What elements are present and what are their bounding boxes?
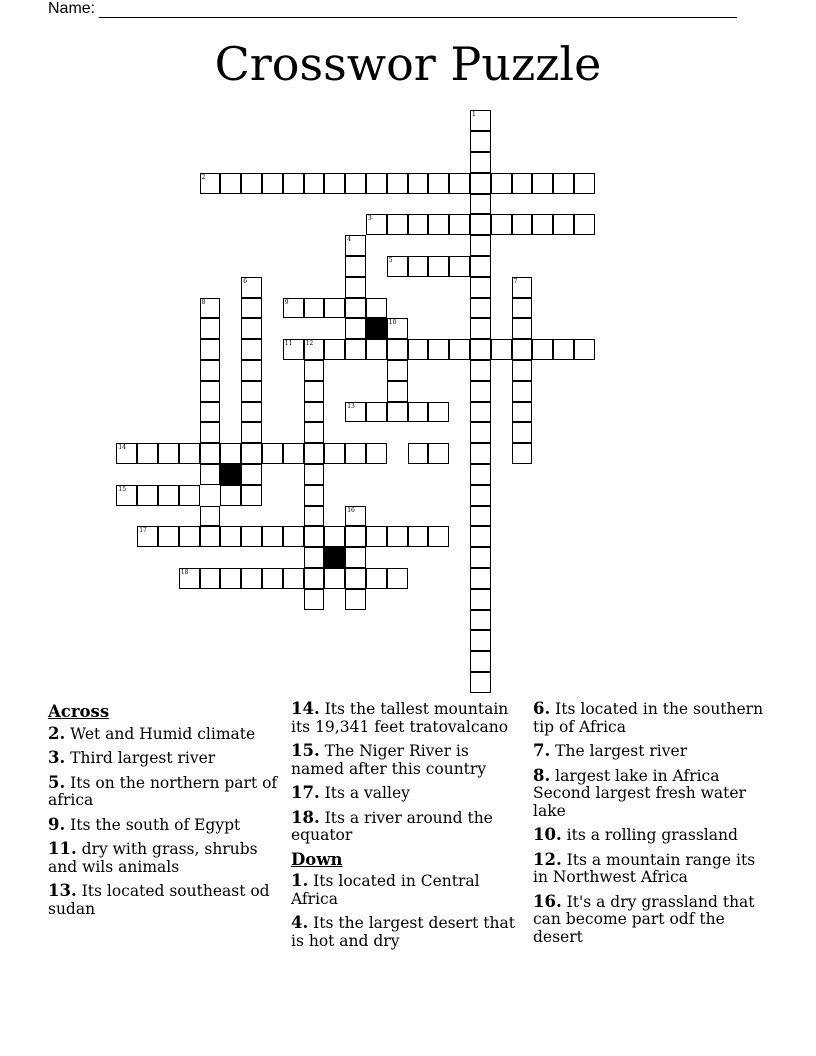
crossword-cell[interactable] bbox=[470, 194, 491, 215]
clue-item bbox=[48, 749, 283, 768]
crossword-cell[interactable] bbox=[345, 443, 366, 464]
clue-num: 4. bbox=[291, 913, 309, 932]
clue-number: 15 bbox=[118, 485, 127, 493]
crossword-cell[interactable] bbox=[262, 526, 283, 547]
clue-item bbox=[533, 742, 773, 761]
crossword-cell[interactable] bbox=[345, 256, 366, 277]
crossword-cell[interactable] bbox=[470, 152, 491, 173]
crossword-cell[interactable] bbox=[304, 547, 325, 568]
clue-num: 3. bbox=[48, 748, 66, 767]
crossword-cell[interactable] bbox=[116, 443, 137, 464]
clue-text: Its located in the southern tip of Africa bbox=[533, 700, 764, 736]
crossword-cell[interactable] bbox=[408, 256, 429, 277]
crossword-cell[interactable] bbox=[241, 402, 262, 423]
crossword-cell[interactable] bbox=[512, 381, 533, 402]
crossword-cell[interactable] bbox=[200, 506, 221, 527]
clue-number: 1 bbox=[472, 111, 476, 119]
crossword-cell[interactable] bbox=[241, 568, 262, 589]
crossword-cell[interactable] bbox=[366, 173, 387, 194]
clue-number: 11 bbox=[284, 340, 293, 348]
crossword-cell[interactable] bbox=[512, 422, 533, 443]
clue-text: Its a river around the equator bbox=[291, 808, 493, 844]
clues-column-1 bbox=[48, 700, 283, 924]
clue-text: Its on the northern part of africa bbox=[48, 773, 278, 809]
crossword-cell[interactable] bbox=[179, 568, 200, 589]
crossword-cell[interactable] bbox=[304, 360, 325, 381]
clue-text: Its the south of Egypt bbox=[65, 815, 241, 834]
page-title: Crosswor Puzzle bbox=[214, 37, 602, 91]
clue-num: 5. bbox=[48, 772, 66, 792]
crossword-cell[interactable] bbox=[304, 589, 325, 610]
clue-text: Its the largest desert that is hot and dry bbox=[291, 914, 515, 950]
clue-number: 12 bbox=[305, 340, 314, 348]
clue-item bbox=[48, 774, 283, 810]
crossword-cell[interactable] bbox=[574, 173, 595, 194]
crossword-cell[interactable] bbox=[470, 589, 491, 610]
clue-number: 6 bbox=[243, 277, 248, 285]
down-heading: Down bbox=[291, 849, 343, 869]
clue-num: 13. bbox=[48, 881, 77, 900]
crossword-cell[interactable] bbox=[470, 318, 491, 339]
crossword-cell[interactable] bbox=[387, 402, 408, 423]
clue-item bbox=[291, 809, 523, 845]
crossword-cell[interactable] bbox=[366, 526, 387, 547]
crossword-cell[interactable] bbox=[179, 443, 200, 464]
crossword-cell[interactable] bbox=[470, 131, 491, 152]
crossword-cell[interactable] bbox=[200, 568, 221, 589]
crossword-cell[interactable] bbox=[200, 443, 221, 464]
clue-number: 14 bbox=[118, 444, 127, 452]
crossword-cell[interactable] bbox=[324, 173, 345, 194]
clue-number: 17 bbox=[139, 527, 147, 535]
clue-text: Its the tallest mountain its 19,341 feet tratovalcano bbox=[291, 700, 509, 736]
crossword-cell[interactable] bbox=[387, 526, 408, 547]
crossword-cell[interactable] bbox=[324, 568, 345, 589]
crossword-cell[interactable] bbox=[304, 339, 325, 360]
crossword-cell[interactable] bbox=[532, 339, 553, 360]
crossword-cell[interactable] bbox=[366, 339, 387, 360]
crossword-cell[interactable] bbox=[470, 443, 491, 464]
crossword-cell[interactable] bbox=[512, 298, 533, 319]
crossword-cell[interactable] bbox=[241, 443, 262, 464]
crossword-cell[interactable] bbox=[428, 256, 449, 277]
crossword-cell[interactable] bbox=[470, 526, 491, 547]
crossword-cell[interactable] bbox=[532, 173, 553, 194]
crossword-cell[interactable] bbox=[241, 339, 262, 360]
crossword-cell[interactable] bbox=[241, 422, 262, 443]
crossword-cell[interactable] bbox=[470, 360, 491, 381]
clue-number: 18 bbox=[180, 569, 189, 576]
crossword-cell[interactable] bbox=[470, 339, 491, 360]
clue-num: 10. bbox=[533, 825, 562, 844]
crossword-cell[interactable] bbox=[428, 402, 449, 423]
clue-number: 13 bbox=[347, 402, 355, 410]
clue-item bbox=[533, 893, 773, 947]
crossword-cell[interactable] bbox=[241, 298, 262, 319]
crossword-cell[interactable] bbox=[428, 443, 449, 464]
crossword-cell[interactable] bbox=[324, 298, 345, 319]
crossword-cell[interactable] bbox=[283, 526, 304, 547]
across-heading: Across bbox=[48, 702, 110, 721]
crossword-cell[interactable] bbox=[366, 298, 387, 319]
clue-number: 7 bbox=[513, 277, 518, 285]
crossword-cell[interactable] bbox=[470, 256, 491, 277]
crossword-cell[interactable] bbox=[345, 339, 366, 360]
crossword-cell[interactable] bbox=[408, 402, 429, 423]
crossword-cell[interactable] bbox=[449, 214, 470, 235]
crossword-cell[interactable] bbox=[220, 568, 241, 589]
clue-item bbox=[533, 700, 773, 736]
clue-number: 4 bbox=[347, 236, 352, 244]
crossword-cell[interactable] bbox=[532, 214, 553, 235]
crossword-cell[interactable] bbox=[200, 464, 221, 485]
crossword-cell[interactable] bbox=[470, 547, 491, 568]
crossword-cell[interactable] bbox=[158, 485, 179, 506]
crossword-cell[interactable] bbox=[428, 339, 449, 360]
clue-item bbox=[291, 872, 523, 908]
clue-text: Wet and Humid climate bbox=[65, 724, 256, 743]
crossword-cell[interactable] bbox=[283, 568, 304, 589]
crossword-cell[interactable] bbox=[241, 318, 262, 339]
crossword-cell[interactable] bbox=[304, 443, 325, 464]
clue-text: Its located in Central Africa bbox=[291, 872, 480, 908]
crossword-cell[interactable] bbox=[324, 443, 345, 464]
crossword-cell[interactable] bbox=[553, 214, 574, 235]
crossword-cell[interactable] bbox=[387, 214, 408, 235]
clue-number: 3 bbox=[368, 215, 372, 223]
crossword-cell[interactable] bbox=[470, 214, 491, 235]
clue-item bbox=[291, 914, 523, 950]
crossword-cell[interactable] bbox=[470, 298, 491, 319]
crossword-cell[interactable] bbox=[137, 526, 158, 547]
clue-num: 6. bbox=[533, 699, 551, 718]
clue-number: 10 bbox=[388, 319, 397, 327]
crossword-cell[interactable] bbox=[345, 402, 366, 423]
clue-text: Its a mountain range its in Northwest Africa bbox=[533, 850, 756, 886]
crossword-cell[interactable] bbox=[220, 526, 241, 547]
crossword-cell[interactable] bbox=[304, 506, 325, 527]
crossword-cell[interactable] bbox=[428, 526, 449, 547]
crossword-cell[interactable] bbox=[324, 339, 345, 360]
crossword-cell[interactable] bbox=[283, 173, 304, 194]
crossword-cell[interactable] bbox=[241, 277, 262, 298]
crossword-cell[interactable] bbox=[345, 173, 366, 194]
clue-item bbox=[291, 700, 523, 736]
clue-number: 8 bbox=[201, 298, 206, 306]
crossword-cell[interactable] bbox=[345, 235, 366, 256]
crossword-cell[interactable] bbox=[200, 360, 221, 381]
clue-item bbox=[533, 767, 773, 821]
crossword-cell[interactable] bbox=[408, 214, 429, 235]
clue-text: The Niger River is named after this country bbox=[291, 742, 487, 778]
crossword-cell[interactable] bbox=[470, 485, 491, 506]
crossword-cell[interactable] bbox=[345, 568, 366, 589]
crossword-cell[interactable] bbox=[345, 277, 366, 298]
clue-item bbox=[48, 840, 283, 876]
crossword-cell[interactable] bbox=[408, 526, 429, 547]
crossword-cell[interactable] bbox=[116, 485, 137, 506]
crossword-cell[interactable] bbox=[387, 381, 408, 402]
crossword-cell[interactable] bbox=[387, 568, 408, 589]
crossword-cell[interactable] bbox=[220, 485, 241, 506]
crossword-cell[interactable] bbox=[241, 360, 262, 381]
crossword-cell[interactable] bbox=[345, 547, 366, 568]
crossword-cell[interactable] bbox=[387, 339, 408, 360]
crossword-cell[interactable] bbox=[553, 339, 574, 360]
crossword-cell[interactable] bbox=[512, 402, 533, 423]
clue-num: 1. bbox=[291, 871, 309, 890]
crossword-cell[interactable] bbox=[512, 318, 533, 339]
clue-text: Its a valley bbox=[319, 784, 410, 802]
crossword-cell[interactable] bbox=[428, 173, 449, 194]
crossword-cell[interactable] bbox=[200, 402, 221, 423]
crossword-block-cell bbox=[366, 318, 387, 339]
clues-column-2 bbox=[291, 700, 523, 956]
crossword-cell[interactable] bbox=[470, 402, 491, 423]
crossword-cell[interactable] bbox=[449, 339, 470, 360]
clue-number: 2 bbox=[201, 173, 206, 181]
crossword-cell[interactable] bbox=[283, 298, 304, 319]
crossword-cell[interactable] bbox=[220, 443, 241, 464]
crossword-cell[interactable] bbox=[304, 381, 325, 402]
name-label: Name: bbox=[48, 0, 96, 17]
crossword-cell[interactable] bbox=[491, 214, 512, 235]
crossword-cell[interactable] bbox=[283, 339, 304, 360]
clue-text: It's a dry grassland that can become part odf the desert bbox=[533, 892, 755, 946]
crossword-cell[interactable] bbox=[470, 630, 491, 651]
crossword-cell[interactable] bbox=[366, 568, 387, 589]
crossword-cell[interactable] bbox=[387, 318, 408, 339]
crossword-cell[interactable] bbox=[512, 443, 533, 464]
crossword-cell[interactable] bbox=[158, 526, 179, 547]
crossword-cell[interactable] bbox=[387, 173, 408, 194]
clue-num: 7. bbox=[533, 741, 551, 760]
crossword-cell[interactable] bbox=[449, 173, 470, 194]
clue-item bbox=[48, 882, 283, 918]
crossword-cell[interactable] bbox=[408, 443, 429, 464]
crossword-cell[interactable] bbox=[262, 443, 283, 464]
clue-item bbox=[291, 784, 523, 803]
clue-num: 17. bbox=[291, 783, 320, 802]
crossword-cell[interactable] bbox=[470, 235, 491, 256]
crossword-cell[interactable] bbox=[241, 485, 262, 506]
clue-num: 2. bbox=[48, 723, 66, 743]
clue-num: 12. bbox=[533, 849, 562, 869]
crossword-cell[interactable] bbox=[574, 214, 595, 235]
crossword-cell[interactable] bbox=[470, 381, 491, 402]
crossword-cell[interactable] bbox=[304, 422, 325, 443]
crossword-cell[interactable] bbox=[387, 360, 408, 381]
crossword-cell[interactable] bbox=[512, 173, 533, 194]
clue-num: 15. bbox=[291, 741, 320, 760]
crossword-cell[interactable] bbox=[304, 173, 325, 194]
crossword-cell[interactable] bbox=[200, 298, 221, 319]
crossword-cell[interactable] bbox=[304, 402, 325, 423]
crossword-cell[interactable] bbox=[366, 402, 387, 423]
clue-num: 8. bbox=[533, 765, 551, 785]
crossword-cell[interactable] bbox=[200, 173, 221, 194]
crossword-cell[interactable] bbox=[200, 381, 221, 402]
clue-text: its a rolling grassland bbox=[561, 826, 738, 844]
crossword-cell[interactable] bbox=[200, 339, 221, 360]
clue-item bbox=[533, 851, 773, 887]
crossword-cell[interactable] bbox=[304, 464, 325, 485]
crossword-cell[interactable] bbox=[470, 610, 491, 631]
crossword-cell[interactable] bbox=[200, 318, 221, 339]
crossword-cell[interactable] bbox=[241, 381, 262, 402]
crossword-cell[interactable] bbox=[387, 256, 408, 277]
crossword-cell[interactable] bbox=[262, 568, 283, 589]
crossword-cell[interactable] bbox=[137, 485, 158, 506]
crossword-cell[interactable] bbox=[449, 256, 470, 277]
crossword-cell[interactable] bbox=[179, 526, 200, 547]
clue-text: dry with grass, shrubs and wils animals bbox=[48, 840, 258, 876]
crossword-cell[interactable] bbox=[137, 443, 158, 464]
crossword-block-cell bbox=[220, 464, 241, 485]
clue-text: largest lake in Africa Second largest fresh water lake bbox=[533, 766, 746, 820]
crossword-cell[interactable] bbox=[512, 360, 533, 381]
crossword-cell[interactable] bbox=[428, 214, 449, 235]
clue-item bbox=[48, 725, 283, 744]
crossword-cell[interactable] bbox=[345, 589, 366, 610]
crossword-cell[interactable] bbox=[512, 339, 533, 360]
crossword-cell[interactable] bbox=[470, 464, 491, 485]
crossword-cell[interactable] bbox=[470, 672, 491, 693]
crossword-cell[interactable] bbox=[408, 339, 429, 360]
crossword-cell[interactable] bbox=[512, 277, 533, 298]
clue-item bbox=[291, 742, 523, 778]
crossword-cell[interactable] bbox=[470, 651, 491, 672]
crossword-cell[interactable] bbox=[491, 173, 512, 194]
crossword-cell[interactable] bbox=[200, 526, 221, 547]
clue-text: Third largest river bbox=[65, 749, 216, 767]
crossword-cell[interactable] bbox=[324, 526, 345, 547]
crossword-cell[interactable] bbox=[304, 485, 325, 506]
clue-num: 11. bbox=[48, 839, 77, 858]
clues-column-3 bbox=[533, 700, 773, 952]
crossword-cell[interactable] bbox=[262, 173, 283, 194]
crossword-cell[interactable] bbox=[470, 277, 491, 298]
crossword-cell[interactable] bbox=[304, 298, 325, 319]
crossword-cell[interactable] bbox=[408, 173, 429, 194]
crossword-cell[interactable] bbox=[470, 110, 491, 131]
clue-number: 9 bbox=[284, 298, 289, 306]
crossword-cell[interactable] bbox=[241, 526, 262, 547]
crossword-cell[interactable] bbox=[220, 173, 241, 194]
crossword-cell[interactable] bbox=[470, 422, 491, 443]
crossword-cell[interactable] bbox=[491, 339, 512, 360]
clue-num: 14. bbox=[291, 699, 320, 718]
crossword-cell[interactable] bbox=[470, 506, 491, 527]
crossword-block-cell bbox=[324, 547, 345, 568]
clue-num: 9. bbox=[48, 814, 66, 834]
crossword-cell[interactable] bbox=[470, 173, 491, 194]
crossword-cell[interactable] bbox=[241, 173, 262, 194]
clue-num: 18. bbox=[291, 807, 320, 827]
crossword-cell[interactable] bbox=[574, 339, 595, 360]
crossword-cell[interactable] bbox=[158, 443, 179, 464]
crossword-cell[interactable] bbox=[179, 485, 200, 506]
clue-text: The largest river bbox=[550, 742, 688, 760]
crossword-cell[interactable] bbox=[345, 318, 366, 339]
crossword-cell[interactable] bbox=[366, 443, 387, 464]
crossword-cell[interactable] bbox=[366, 214, 387, 235]
crossword-cell[interactable] bbox=[345, 526, 366, 547]
crossword-cell[interactable] bbox=[345, 298, 366, 319]
crossword-cell[interactable] bbox=[512, 214, 533, 235]
crossword-cell[interactable] bbox=[200, 422, 221, 443]
clue-text: Its located southeast od sudan bbox=[48, 882, 270, 918]
clue-number: 5 bbox=[388, 257, 393, 264]
clue-item bbox=[48, 816, 283, 835]
crossword-cell[interactable] bbox=[283, 443, 304, 464]
crossword-cell[interactable] bbox=[304, 568, 325, 589]
clue-number: 16 bbox=[347, 506, 355, 514]
crossword-cell[interactable] bbox=[304, 526, 325, 547]
crossword-cell[interactable] bbox=[345, 506, 366, 527]
crossword-cell[interactable] bbox=[553, 173, 574, 194]
crossword-cell[interactable] bbox=[470, 568, 491, 589]
crossword-cell[interactable] bbox=[241, 464, 262, 485]
clue-num: 16. bbox=[533, 891, 562, 911]
clue-item bbox=[533, 826, 773, 845]
